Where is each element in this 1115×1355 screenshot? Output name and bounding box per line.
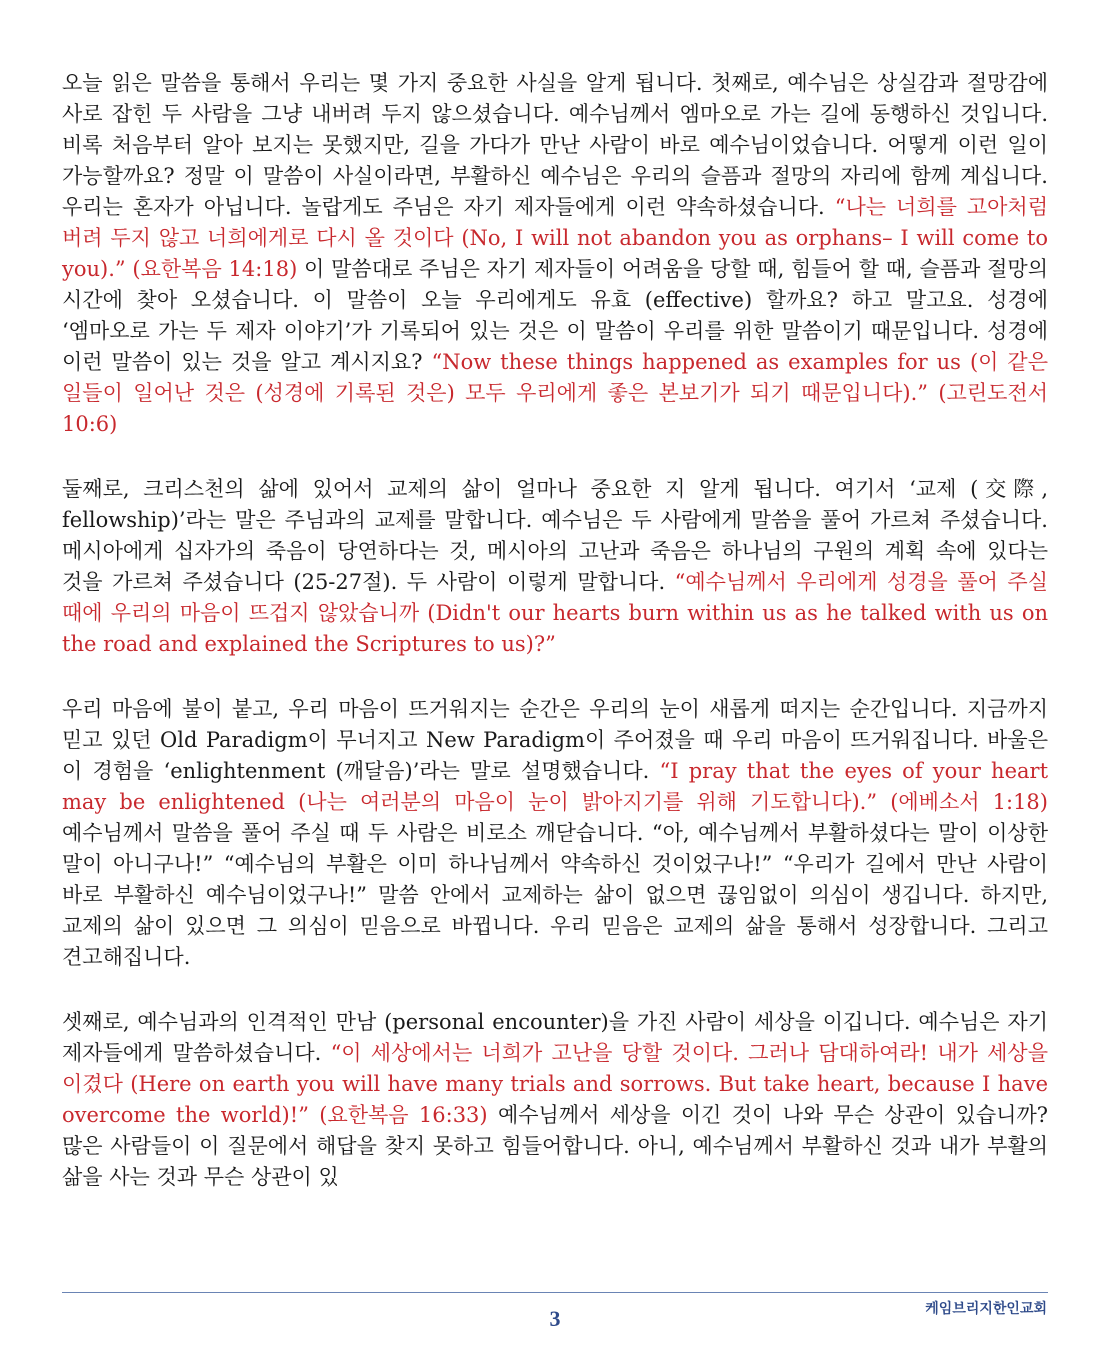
paragraph-4-text-2: 예수님께서 세상을 이긴 것이 나와 무슨 상관이 있습니까? 많은 사람들이 이 질문에서 해답을 찾지 못하고 힘들어합니다. 아니, 예수님께서 부활하신 것과 내가 부활의 삶을 사는 것과 무슨 상관이 있 — [62, 1103, 1048, 1189]
scripture-quote-john-16-33: “이 세상에서는 너희가 고난을 당할 것이다. 그러나 담대하여라! 내가 세상을 이겼다 (Here on earth you will have many trials and sorrows. But take heart, because I have overcome the world)!” (요한복음 16:33) — [62, 1041, 1048, 1127]
paragraph-3-text-1: 우리 마음에 불이 붙고, 우리 마음이 뜨거워지는 순간은 우리의 눈이 새롭게 떠지는 순간입니다. 지금까지 믿고 있던 Old Paradigm이 무너지고 New Paradigm이 주어졌을 때 우리 마음이 뜨거워집니다. 바울은 이 경험을 ‘enlightenment (깨달음)’라는 말로 설명했습니다. — [62, 697, 1048, 783]
footer-divider — [62, 1292, 1048, 1293]
page-number: 3 — [549, 1306, 561, 1331]
church-name: 케임브리지한인교회 — [925, 1301, 1047, 1317]
paragraph-2 — [62, 474, 1048, 660]
paragraph-4 — [62, 1007, 1048, 1193]
scripture-quote-luke-24-32: “예수님께서 우리에게 성경을 풀어 주실 때에 우리의 마음이 뜨겁지 않았습니까 (Didn't our hearts burn within us as he talked with us on the road and explained the Scriptures to us)?” — [62, 570, 1049, 656]
paragraph-3 — [62, 694, 1048, 973]
scripture-quote-1cor-10-6: “Now these things happened as examples for us (이 같은 일들이 일어난 것은 (성경에 기록된 것은) 모두 우리에게 좋은 본보기가 되기 때문입니다).” (고린도전서 10:6) — [62, 350, 1048, 436]
paragraph-3-text-2: 예수님께서 말씀을 풀어 주실 때 두 사람은 비로소 깨닫습니다. “아, 예수님께서 부활하셨다는 말이 이상한 말이 아니구나!” “예수님의 부활은 이미 하나님께서 약속하신 것이었구나!” “우리가 길에서 만난 사람이 바로 부활하신 예수님이었구나!” 말씀 안에서 교제하는 삶이 없으면 끊임없이 의심이 생깁니다. 하지만, 교제의 삶이 있으면 그 의심이 믿음으로 바뀝니다. 우리 믿음은 교제의 삶을 통해서 성장합니다. 그리고 견고해집니다. — [62, 821, 1048, 969]
paragraph-2-text-1: 둘째로, 크리스천의 삶에 있어서 교제의 삶이 얼마나 중요한 지 알게 됩니다. 여기서 ‘교제 (交際, fellowship)’라는 말은 주님과의 교제를 말합니다. 예수님은 두 사람에게 말씀을 풀어 가르쳐 주셨습니다. 메시아에게 십자가의 죽음이 당연하다는 것, 메시아의 고난과 죽음은 하나님의 구원의 계획 속에 있다는 것을 가르쳐 주셨습니다 (25-27절). 두 사람이 이렇게 말합니다. — [62, 477, 1048, 594]
scripture-quote-john-14-18: “나는 너희를 고아처럼 버려 두지 않고 너희에게로 다시 올 것이다 (No, I will not abandon you as orphans– I will come to you).” (요한복음 14:18) — [62, 195, 1048, 281]
paragraph-1-text-2: 이 말씀대로 주님은 자기 제자들이 어려움을 당할 때, 힘들어 할 때, 슬픔과 절망의 시간에 찾아 오셨습니다. 이 말씀이 오늘 우리에게도 유효 (effective) 할까요? 하고 말고요. 성경에 ‘엠마오로 가는 두 제자 이야기’가 기록되어 있는 것은 이 말씀이 우리를 위한 말씀이기 때문입니다. 성경에 이런 말씀이 있는 것을 알고 계시지요? — [62, 257, 1048, 374]
paragraph-4-text-1: 셋째로, 예수님과의 인격적인 만남 (personal encounter)을 가진 사람이 세상을 이깁니다. 예수님은 자기 제자들에게 말씀하셨습니다. — [62, 1010, 1048, 1065]
paragraph-1-text-1: 오늘 읽은 말씀을 통해서 우리는 몇 가지 중요한 사실을 알게 됩니다. 첫째로, 예수님은 상실감과 절망감에 사로 잡힌 두 사람을 그냥 내버려 두지 않으셨습니다. 예수님께서 엠마오로 가는 길에 동행하신 것입니다. 비록 처음부터 알아 보지는 못했지만, 길을 가다가 만난 사람이 바로 예수님이었습니다. 어떻게 이런 일이 가능할까요? 정말 이 말씀이 사실이라면, 부활하신 예수님은 우리의 슬픔과 절망의 자리에 함께 계십니다. 우리는 혼자가 아닙니다. 놀랍게도 주님은 자기 제자들에게 이런 약속하셨습니다. — [62, 71, 1048, 219]
scripture-quote-eph-1-18: “I pray that the eyes of your heart may be enlightened (나는 여러분의 마음이 눈이 밝아지기를 위해 기도합니다).” (에베소서 1:18) — [62, 759, 1049, 814]
paragraph-1 — [62, 68, 1048, 440]
sermon-body — [62, 68, 1048, 1227]
